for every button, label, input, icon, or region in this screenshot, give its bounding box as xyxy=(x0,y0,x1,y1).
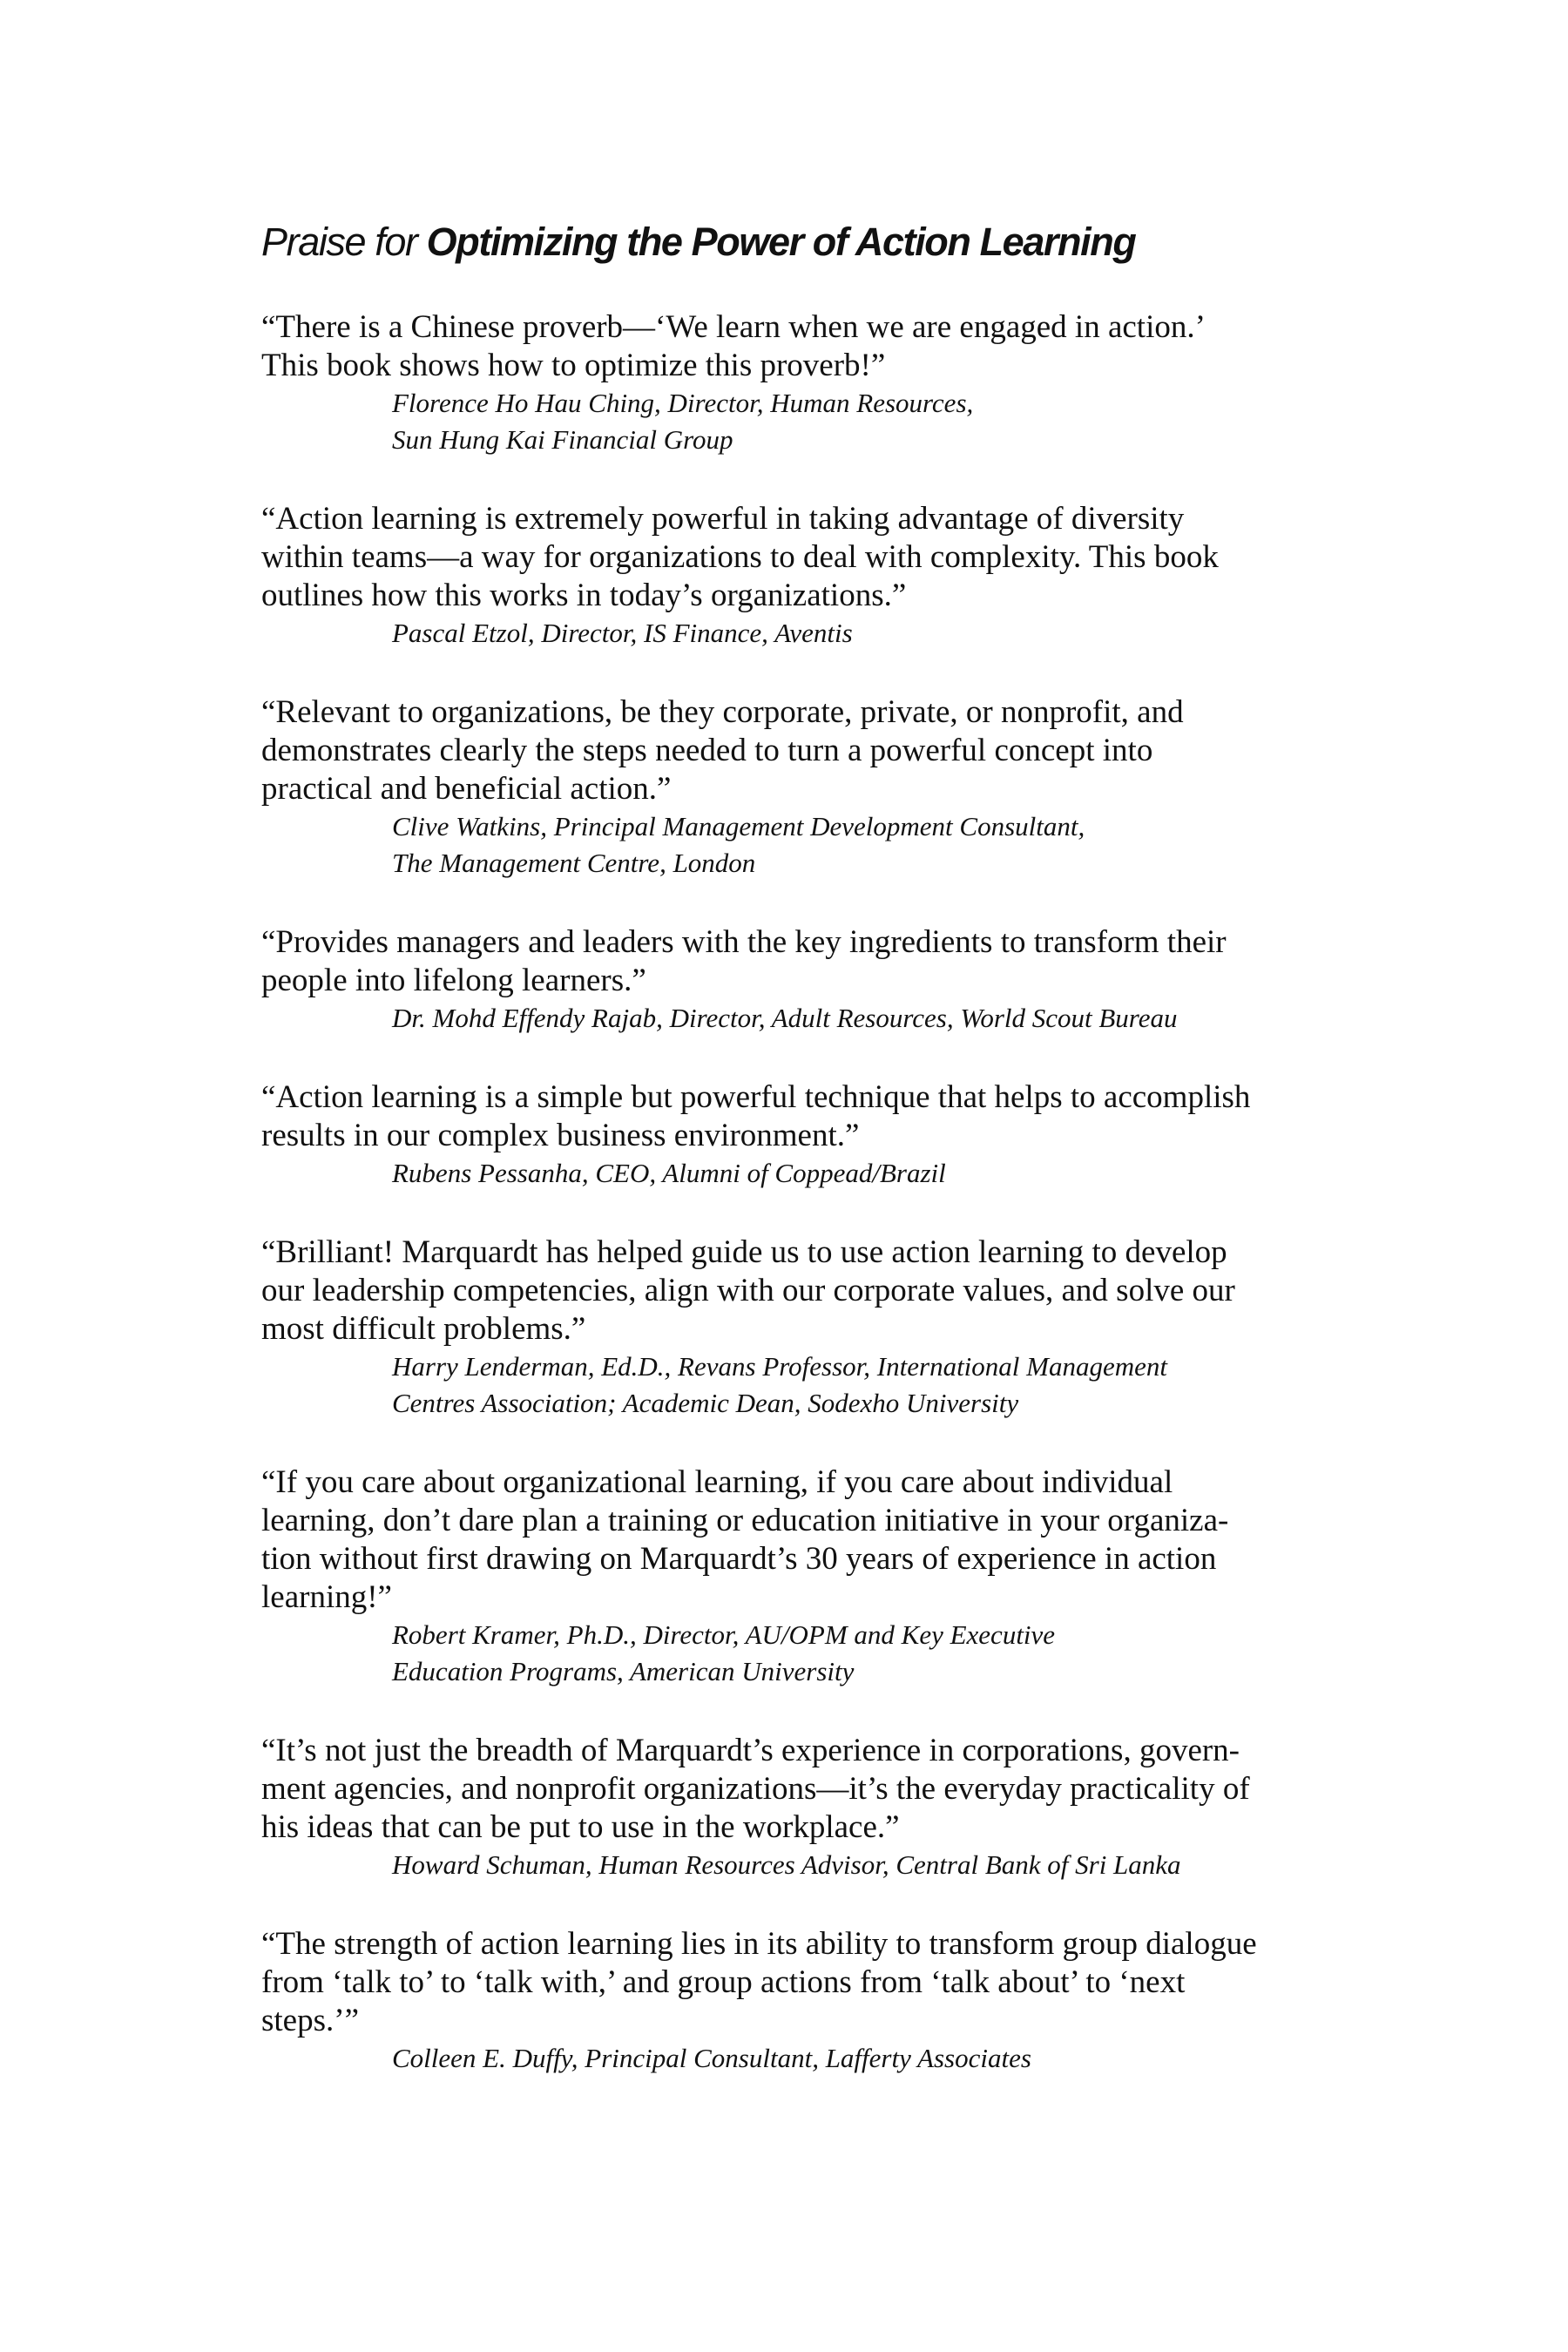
testimonial-attribution: Howard Schuman, Human Resources Advisor, Central Bank of Sri Lanka xyxy=(392,1849,1181,1880)
testimonial-quote: “Provides managers and leaders with the key ingredients to transform their people into lifelong learners.” xyxy=(261,924,1227,998)
testimonial-quote: “If you care about organizational learning, if you care about individual learning, don’t dare plan a training or education initiative in your organiza- tion without first drawing on Marquardt’s 30 years of experience in action learning!” xyxy=(261,1464,1229,1615)
testimonial-quote: “Relevant to organizations, be they corporate, private, or nonprofit, and demonstrates clearly the steps needed to turn a powerful concept into practical and beneficial action.” xyxy=(261,694,1184,807)
testimonial xyxy=(261,1463,1342,1690)
testimonial-quote: “The strength of action learning lies in its ability to transform group dialogue from ‘talk to’ to ‘talk with,’ and group actions from ‘talk about’ to ‘next steps.’” xyxy=(261,1926,1257,2038)
testimonial-attribution: Florence Ho Hau Ching, Director, Human Resources, Sun Hung Kai Financial Group xyxy=(392,388,974,455)
testimonial-attribution: Robert Kramer, Ph.D., Director, AU/OPM and Key Executive Education Programs, American University xyxy=(392,1619,1056,1686)
testimonial xyxy=(261,500,1342,652)
testimonial-attribution: Colleen E. Duffy, Principal Consultant, Lafferty Associates xyxy=(392,2043,1031,2073)
testimonial xyxy=(261,693,1342,882)
testimonial xyxy=(261,1078,1342,1192)
testimonial-attribution: Pascal Etzol, Director, IS Finance, Aventis xyxy=(392,618,853,648)
testimonial-quote: “It’s not just the breadth of Marquardt’s experience in corporations, govern- ment agencies, and nonprofit organizations—it’s the everyday practicality of his ideas that can be put to use in the workplace.” xyxy=(261,1733,1250,1845)
testimonial-quote: “Brilliant! Marquardt has helped guide us to use action learning to develop our leadership competencies, align with our corporate values, and solve our most difficult problems.” xyxy=(261,1234,1235,1347)
testimonial-quote: “Action learning is extremely powerful in taking advantage of diversity within teams—a way for organizations to deal with complexity. This book outlines how this works in today’s organizations.” xyxy=(261,501,1219,613)
testimonial xyxy=(261,923,1342,1037)
testimonial xyxy=(261,308,1342,458)
testimonial-attribution: Harry Lenderman, Ed.D., Revans Professor, International Management Centres Association; Academic Dean, Sodexho University xyxy=(392,1351,1167,1418)
testimonial xyxy=(261,1925,1342,2077)
testimonial xyxy=(261,1732,1342,1883)
testimonial-attribution: Dr. Mohd Effendy Rajab, Director, Adult Resources, World Scout Bureau xyxy=(392,1003,1178,1033)
book-title: Optimizing the Power of Action Learning xyxy=(426,220,1136,264)
testimonial-attribution: Clive Watkins, Principal Management Development Consultant, The Management Centre, London xyxy=(392,811,1085,878)
testimonial-quote: “Action learning is a simple but powerful technique that helps to accomplish results in our complex business environment.” xyxy=(261,1079,1251,1153)
heading-lead: Praise for xyxy=(261,220,427,264)
praise-page xyxy=(261,218,1342,2119)
page-heading xyxy=(261,218,1342,267)
testimonial-quote: “There is a Chinese proverb—‘We learn when we are engaged in action.’ This book shows how to optimize this proverb!” xyxy=(261,309,1206,383)
testimonial-attribution: Rubens Pessanha, CEO, Alumni of Coppead/Brazil xyxy=(392,1158,946,1188)
testimonial xyxy=(261,1233,1342,1422)
